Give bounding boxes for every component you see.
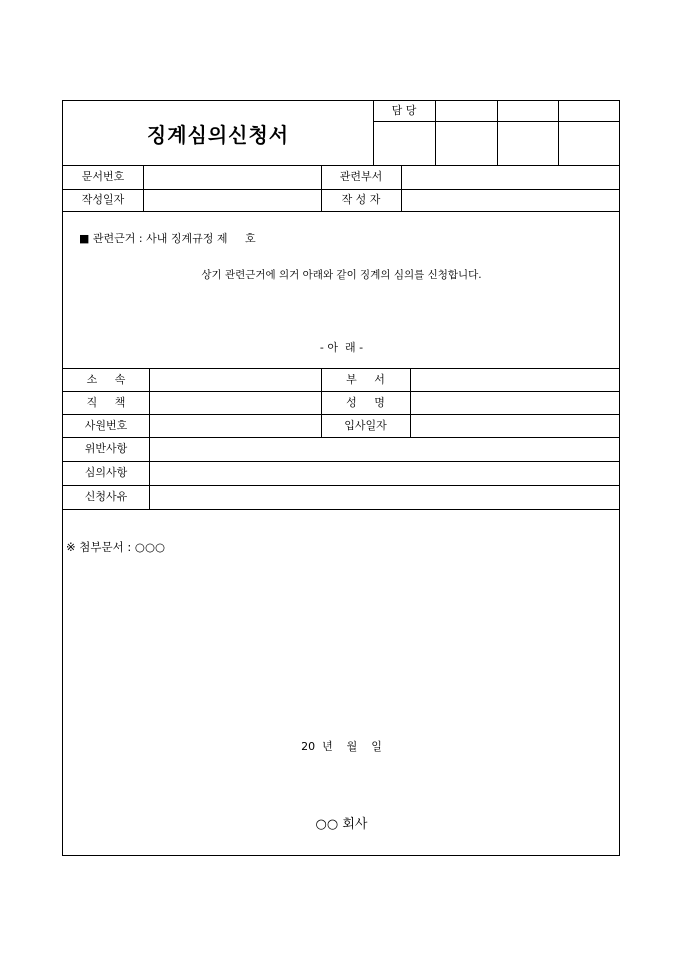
disciplinary-review-form [62, 100, 620, 856]
reason-field[interactable] [150, 486, 620, 509]
author-label: 작 성 자 [341, 193, 381, 206]
join-date-field[interactable] [411, 415, 620, 437]
department-field[interactable] [411, 369, 620, 391]
related-dept-label: 관련부서 [339, 170, 383, 183]
bullet-icon: ■ [79, 232, 90, 245]
approval-label: 담 당 [391, 104, 417, 117]
violation-field[interactable] [150, 438, 620, 461]
name-field[interactable] [411, 392, 620, 414]
related-dept-field[interactable] [402, 166, 620, 189]
employee-no-field[interactable] [150, 415, 321, 437]
form-title: 징계심의신청서 [146, 123, 290, 147]
reason-label: 신청사유 [84, 490, 128, 503]
basis-statement: 상기 관련근거에 의거 아래와 같이 징계의 심의를 신청합니다. [201, 269, 482, 281]
date-field[interactable] [144, 190, 321, 211]
attachment-note: ※ 첨부문서 : ○○○ [66, 540, 166, 554]
date-line: 20 년 월 일 [301, 740, 382, 753]
name-label: 성 명 [346, 396, 385, 409]
review-field[interactable] [150, 462, 620, 485]
join-date-label: 입사일자 [344, 419, 387, 432]
basis-text [79, 230, 256, 246]
doc-number-label: 문서번호 [81, 170, 125, 183]
affiliation-label: 소 속 [86, 373, 126, 386]
approval-sign-box[interactable] [497, 101, 558, 121]
author-field[interactable] [402, 190, 620, 211]
doc-number-field[interactable] [144, 166, 321, 189]
approval-sign-box[interactable] [558, 122, 620, 165]
approval-sign-box[interactable] [435, 101, 497, 121]
employee-no-label: 사원번호 [84, 419, 128, 432]
approval-sign-box[interactable] [497, 122, 558, 165]
affiliation-field[interactable] [150, 369, 321, 391]
approval-sign-box[interactable] [558, 101, 620, 121]
approval-sign-box[interactable] [435, 122, 497, 165]
department-label: 부 서 [346, 373, 385, 386]
below-heading: - 아 래 - [319, 341, 364, 354]
position-field[interactable] [150, 392, 321, 414]
review-label: 심의사항 [84, 466, 128, 479]
row-divider [63, 211, 620, 212]
violation-label: 위반사항 [84, 442, 128, 455]
company-name: ○○ 회사 [315, 817, 368, 832]
basis-label: 관련근거 : 사내 징계규정 제 호 [92, 232, 256, 245]
position-label: 직 책 [86, 396, 126, 409]
approval-sign-box[interactable] [373, 122, 435, 165]
row-divider [63, 509, 620, 510]
date-label: 작성일자 [81, 193, 125, 206]
